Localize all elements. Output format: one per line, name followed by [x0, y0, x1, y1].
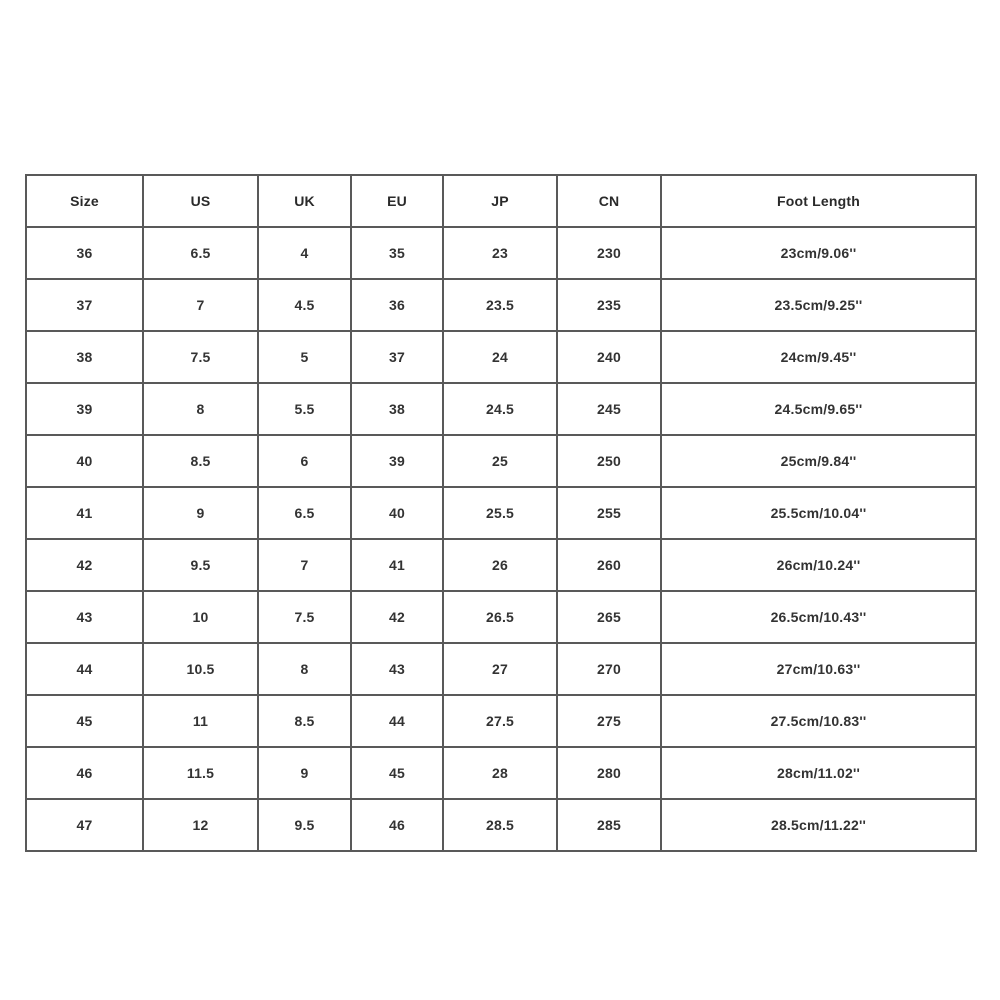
cell-us: 7 [143, 279, 258, 331]
cell-us: 7.5 [143, 331, 258, 383]
cell-eu: 42 [351, 591, 443, 643]
cell-us: 10.5 [143, 643, 258, 695]
cell-size: 38 [26, 331, 143, 383]
cell-size: 42 [26, 539, 143, 591]
cell-foot-length: 26.5cm/10.43'' [661, 591, 976, 643]
cell-uk: 6 [258, 435, 351, 487]
cell-eu: 37 [351, 331, 443, 383]
cell-size: 41 [26, 487, 143, 539]
cell-jp: 23.5 [443, 279, 557, 331]
header-uk: UK [258, 175, 351, 227]
cell-uk: 7 [258, 539, 351, 591]
cell-foot-length: 26cm/10.24'' [661, 539, 976, 591]
table-row [26, 539, 976, 591]
cell-uk: 5 [258, 331, 351, 383]
cell-size: 40 [26, 435, 143, 487]
cell-us: 9.5 [143, 539, 258, 591]
cell-eu: 43 [351, 643, 443, 695]
cell-size: 36 [26, 227, 143, 279]
cell-size: 39 [26, 383, 143, 435]
cell-foot-length: 25cm/9.84'' [661, 435, 976, 487]
header-eu: EU [351, 175, 443, 227]
cell-foot-length: 25.5cm/10.04'' [661, 487, 976, 539]
table-row [26, 227, 976, 279]
cell-uk: 8.5 [258, 695, 351, 747]
cell-cn: 235 [557, 279, 661, 331]
table-row [26, 695, 976, 747]
cell-size: 45 [26, 695, 143, 747]
cell-size: 43 [26, 591, 143, 643]
cell-foot-length: 27.5cm/10.83'' [661, 695, 976, 747]
header-foot-length: Foot Length [661, 175, 976, 227]
cell-uk: 7.5 [258, 591, 351, 643]
cell-cn: 285 [557, 799, 661, 851]
cell-size: 47 [26, 799, 143, 851]
cell-jp: 28.5 [443, 799, 557, 851]
cell-us: 8.5 [143, 435, 258, 487]
cell-cn: 265 [557, 591, 661, 643]
table-body [26, 227, 976, 851]
table-row [26, 383, 976, 435]
cell-eu: 45 [351, 747, 443, 799]
cell-jp: 24 [443, 331, 557, 383]
cell-jp: 28 [443, 747, 557, 799]
cell-cn: 255 [557, 487, 661, 539]
cell-uk: 8 [258, 643, 351, 695]
cell-size: 44 [26, 643, 143, 695]
cell-uk: 6.5 [258, 487, 351, 539]
cell-eu: 36 [351, 279, 443, 331]
cell-uk: 9 [258, 747, 351, 799]
cell-jp: 27 [443, 643, 557, 695]
table-row [26, 747, 976, 799]
cell-cn: 270 [557, 643, 661, 695]
cell-eu: 38 [351, 383, 443, 435]
header-size: Size [26, 175, 143, 227]
cell-uk: 4.5 [258, 279, 351, 331]
table-row [26, 643, 976, 695]
cell-cn: 250 [557, 435, 661, 487]
cell-eu: 40 [351, 487, 443, 539]
cell-foot-length: 27cm/10.63'' [661, 643, 976, 695]
table-row [26, 331, 976, 383]
cell-uk: 5.5 [258, 383, 351, 435]
cell-eu: 35 [351, 227, 443, 279]
cell-foot-length: 24.5cm/9.65'' [661, 383, 976, 435]
cell-size: 46 [26, 747, 143, 799]
cell-us: 6.5 [143, 227, 258, 279]
size-chart-table [25, 174, 977, 852]
table-row [26, 799, 976, 851]
cell-jp: 23 [443, 227, 557, 279]
cell-eu: 39 [351, 435, 443, 487]
cell-size: 37 [26, 279, 143, 331]
cell-uk: 9.5 [258, 799, 351, 851]
cell-us: 8 [143, 383, 258, 435]
header-cn: CN [557, 175, 661, 227]
cell-eu: 46 [351, 799, 443, 851]
cell-jp: 25 [443, 435, 557, 487]
table-row [26, 435, 976, 487]
cell-cn: 260 [557, 539, 661, 591]
cell-jp: 25.5 [443, 487, 557, 539]
cell-cn: 280 [557, 747, 661, 799]
cell-us: 9 [143, 487, 258, 539]
cell-cn: 230 [557, 227, 661, 279]
cell-cn: 275 [557, 695, 661, 747]
table-header [26, 175, 976, 227]
cell-jp: 26 [443, 539, 557, 591]
cell-foot-length: 23.5cm/9.25'' [661, 279, 976, 331]
cell-eu: 44 [351, 695, 443, 747]
cell-foot-length: 24cm/9.45'' [661, 331, 976, 383]
cell-cn: 245 [557, 383, 661, 435]
cell-cn: 240 [557, 331, 661, 383]
cell-us: 11 [143, 695, 258, 747]
table-row [26, 279, 976, 331]
cell-jp: 24.5 [443, 383, 557, 435]
cell-foot-length: 28cm/11.02'' [661, 747, 976, 799]
header-us: US [143, 175, 258, 227]
cell-foot-length: 28.5cm/11.22'' [661, 799, 976, 851]
header-jp: JP [443, 175, 557, 227]
cell-us: 12 [143, 799, 258, 851]
cell-jp: 27.5 [443, 695, 557, 747]
cell-us: 11.5 [143, 747, 258, 799]
table-row [26, 591, 976, 643]
cell-us: 10 [143, 591, 258, 643]
cell-eu: 41 [351, 539, 443, 591]
cell-uk: 4 [258, 227, 351, 279]
cell-jp: 26.5 [443, 591, 557, 643]
header-row [26, 175, 976, 227]
table-row [26, 487, 976, 539]
cell-foot-length: 23cm/9.06'' [661, 227, 976, 279]
